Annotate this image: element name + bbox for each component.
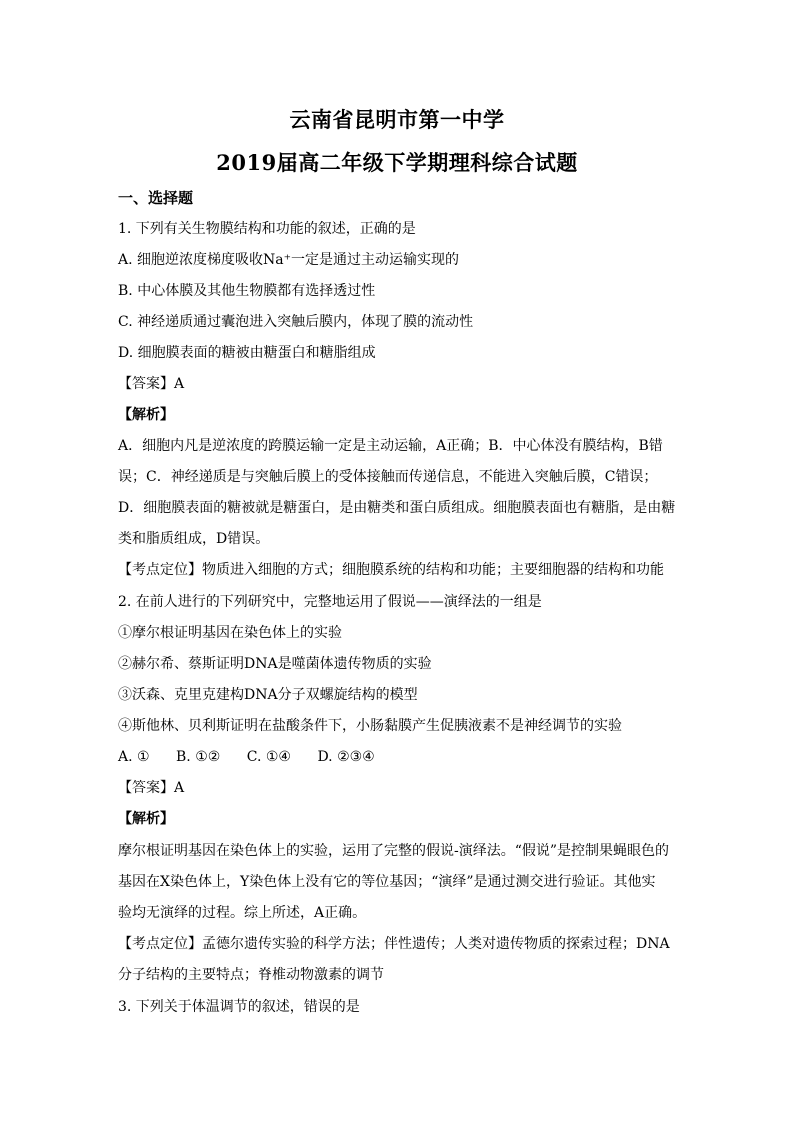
q1-answer: 【答案】A — [118, 376, 185, 392]
q2-option-d: D. ②③④ — [317, 749, 375, 765]
school-title: 云南省昆明市第一中学 — [289, 107, 505, 132]
q2-item: ④斯他林、贝利斯证明在盐酸条件下，小肠黏膜产生促胰液素不是神经调节的实验 — [118, 718, 622, 734]
q1-analysis-line: A．细胞内凡是逆浓度的跨膜运输一定是主动运输，A正确；B．中心体没有膜结构，B错 — [118, 438, 663, 454]
q2-analysis-line: 验均无演绎的过程。综上所述，A正确。 — [118, 905, 367, 921]
q1-analysis-line: 误；C．神经递质是与突触后膜上的受体接触而传递信息，不能进入突触后膜，C错误； — [118, 469, 658, 485]
q2-item: ③沃森、克里克建构DNA分子双螺旋结构的模型 — [118, 687, 418, 703]
q1-analysis-label: 【解析】 — [118, 407, 174, 423]
q2-option-b: B. ①② — [176, 749, 221, 765]
q1-stem: 1. 下列有关生物膜结构和功能的叙述，正确的是 — [118, 221, 416, 237]
q2-option-a: A. ① — [118, 749, 150, 765]
q1-option-b: B. 中心体膜及其他生物膜都有选择透过性 — [118, 283, 376, 299]
q2-item: ①摩尔根证明基因在染色体上的实验 — [118, 625, 342, 641]
exam-title: 2019届高二年级下学期理科综合试题 — [216, 150, 578, 175]
q2-item: ②赫尔希、蔡斯证明DNA是噬菌体遗传物质的实验 — [118, 656, 432, 672]
section-heading: 一、选择题 — [118, 189, 194, 207]
q1-option-c: C. 神经递质通过囊泡进入突触后膜内，体现了膜的流动性 — [118, 314, 474, 330]
q1-option-d: D. 细胞膜表面的糖被由糖蛋白和糖脂组成 — [118, 345, 376, 361]
q3-stem: 3. 下列关于体温调节的叙述，错误的是 — [118, 999, 360, 1015]
q2-kaodian: 【考点定位】孟德尔遗传实验的科学方法；伴性遗传；人类对遗传物质的探索过程；DNA — [118, 936, 670, 952]
q2-analysis-label: 【解析】 — [118, 811, 174, 827]
q2-kaodian: 分子结构的主要特点；脊椎动物激素的调节 — [118, 967, 384, 983]
q1-option-a: A. 细胞逆浓度梯度吸收Na⁺一定是通过主动运输实现的 — [118, 252, 459, 268]
q2-option-c: C. ①④ — [246, 749, 291, 765]
q2-analysis-line: 基因在X染色体上，Y染色体上没有它的等位基因；“演绎”是通过测交进行验证。其他实 — [118, 874, 656, 890]
q2-analysis-line: 摩尔根证明基因在染色体上的实验，运用了完整的假说-演绎法。“假说”是控制果蝇眼色的 — [118, 843, 670, 859]
q2-stem: 2. 在前人进行的下列研究中，完整地运用了假说——演绎法的一组是 — [118, 594, 542, 610]
q2-answer: 【答案】A — [118, 780, 185, 796]
q2-options — [118, 747, 678, 767]
q1-kaodian: 【考点定位】物质进入细胞的方式；细胞膜系统的结构和功能；主要细胞器的结构和功能 — [118, 562, 664, 578]
q1-analysis-line: 类和脂质组成，D错误。 — [118, 531, 270, 547]
q1-analysis-line: D．细胞膜表面的糖被就是糖蛋白，是由糖类和蛋白质组成。细胞膜表面也有糖脂，是由糖 — [118, 500, 676, 516]
